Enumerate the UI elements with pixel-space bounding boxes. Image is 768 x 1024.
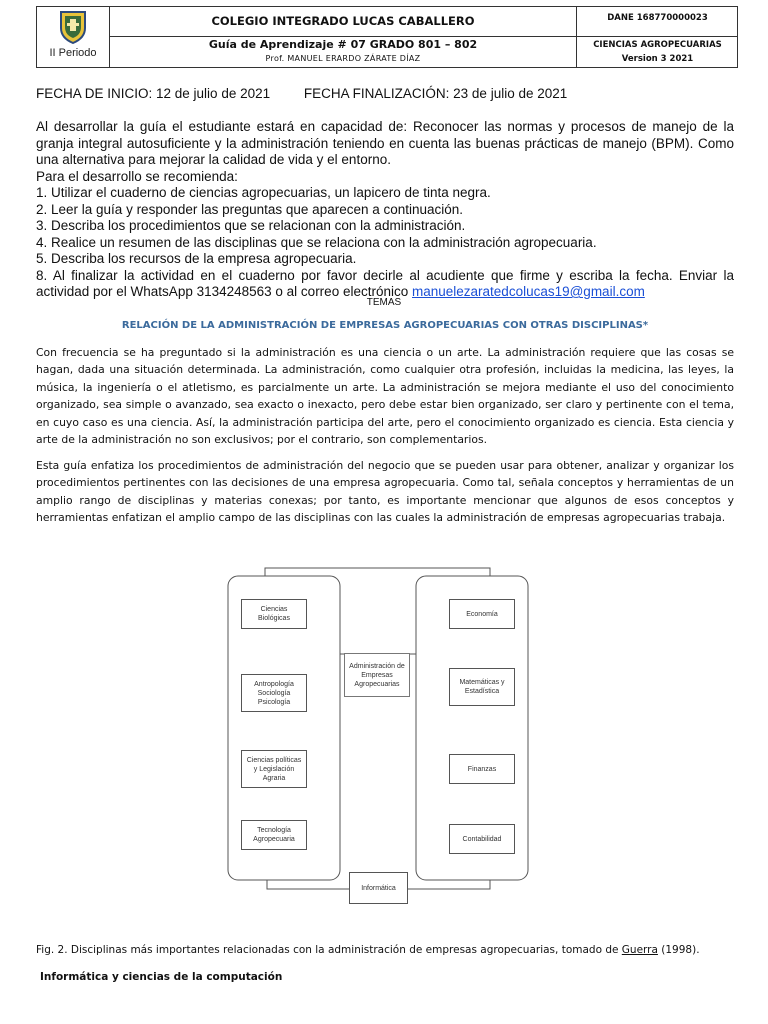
caption-text: Fig. 2. Disciplinas más importantes relacionadas con la administración de empresas agropecuarias, tomado de — [36, 944, 622, 956]
start-date: FECHA DE INICIO: 12 de julio de 2021 — [36, 86, 271, 101]
subheading: Informática y ciencias de la computación — [40, 971, 283, 983]
diagram-box-right: Finanzas — [449, 754, 515, 784]
step-item: 2. Leer la guía y responder las preguntas que aparecen a continuación. — [36, 201, 464, 217]
paragraph: Esta guía enfatiza los procedimientos de administración del negocio que se pueden usar para obtener, analizar y organizar los procedimientos pertinentes con las decisiones de una empresa agropecuaria. Como tal, señala conceptos y herramientas de un amplio rango de disciplinas y materias conexas; por tanto, es importante mencionar que algunos de esos conceptos y herramientas enfatizan el amplio campo de las disciplinas con las cuales la administración de empresas agropecuarias trabaja. — [36, 459, 734, 525]
final-instruction — [36, 268, 734, 301]
caption-author: Guerra — [621, 944, 658, 956]
school-name: COLEGIO INTEGRADO LUCAS CABALLERO — [211, 14, 475, 28]
version-label: Version 3 2021 — [621, 54, 694, 64]
dane-code: DANE 168770000023 — [607, 13, 708, 23]
step-item: 3. Describa los procedimientos que se relacionan con la administración. — [36, 218, 466, 233]
diagram-box-left: Tecnología Agropecuaria — [241, 820, 307, 850]
school-crest-icon — [59, 10, 87, 44]
temas-label: TEMAS — [366, 297, 402, 308]
section-title: RELACIÓN DE LA ADMINISTRACIÓN DE EMPRESAS AGROPECUARIAS CON OTRAS DISCIPLINAS* — [121, 320, 649, 331]
subject-name: CIENCIAS AGROPECUARIAS — [593, 40, 722, 50]
end-date: FECHA FINALIZACIÓN: 23 de julio de 2021 — [303, 86, 568, 101]
figure-caption — [36, 944, 700, 956]
paragraph: Con frecuencia se ha preguntado si la administración es una ciencia o un arte. La administración requiere que las cosas se hagan, dada una situación determinada. La administración, como cualquier otra profesión, incluidas la medicina, las leyes, la música, la ingeniería o el atletismo, es parcialmente un arte. La administración se mejora mediante el uso del conocimiento organizado, sea simple o avanzado, sea exacto o inexacto, pero debe estar bien organizado, ser claro y pertinente con el tema, en cuyo caso es una ciencia. Así, la administración participa del arte, pero el conocimiento organizado es ciencia. Esta ciencia y arte de la administración no son exclusivos; por el contrario, son complementarios. — [36, 346, 734, 447]
logo-cell — [37, 7, 109, 67]
objective-text: Al desarrollar la guía el estudiante estará en capacidad de: Reconocer las normas y procesos de manejo de la granja integral autosuficiente y la administración teniendo en cuenta las buenas prácticas de manejo (BPM). Como una alternativa para mejorar la calidad de vida y el entorno. — [36, 119, 734, 167]
disciplines-diagram — [227, 562, 532, 910]
step-item: 5. Describa los recursos de la empresa agropecuaria. — [36, 251, 357, 266]
guide-title: Guía de Aprendizaje # 07 GRADO 801 – 802 — [208, 38, 478, 51]
teacher-name: Prof. MANUEL ERARDO ZÁRATE DÍAZ — [265, 54, 421, 63]
diagram-box-left: Ciencias políticas y Legislación Agraria — [241, 750, 307, 788]
diagram-box-right: Matemáticas y Estadística — [449, 668, 515, 706]
caption-year: (1998). — [657, 944, 700, 956]
email-link[interactable]: manuelezaratedcolucas19@gmail.com — [412, 284, 645, 299]
period-label: II Periodo — [49, 47, 97, 59]
intro-block — [36, 119, 734, 301]
diagram-box-bottom: Informática — [349, 872, 408, 904]
recommend-label: Para el desarrollo se recomienda: — [36, 168, 238, 184]
diagram-box-center: Administración de Empresas Agropecuarias — [344, 653, 410, 697]
header-table — [36, 6, 738, 68]
diagram-box-right: Economía — [449, 599, 515, 629]
step-item: 1. Utilizar el cuaderno de ciencias agropecuarias, un lapicero de tinta negra. — [36, 185, 491, 200]
diagram-box-left: Antropología Sociología Psicología — [241, 674, 307, 712]
final-text: 8. Al finalizar la actividad en el cuaderno por favor decirle al acudiente que firme y escriba la fecha. Enviar la actividad por el WhatsApp 3134248563 o al correo electrónico — [36, 267, 734, 299]
divider — [109, 36, 737, 37]
diagram-box-left: Ciencias Biológicas — [241, 599, 307, 629]
step-item: 4. Realice un resumen de las disciplinas que se relaciona con la administración agropecuaria. — [36, 234, 597, 250]
dates-line — [36, 86, 567, 101]
diagram-box-right: Contabilidad — [449, 824, 515, 854]
